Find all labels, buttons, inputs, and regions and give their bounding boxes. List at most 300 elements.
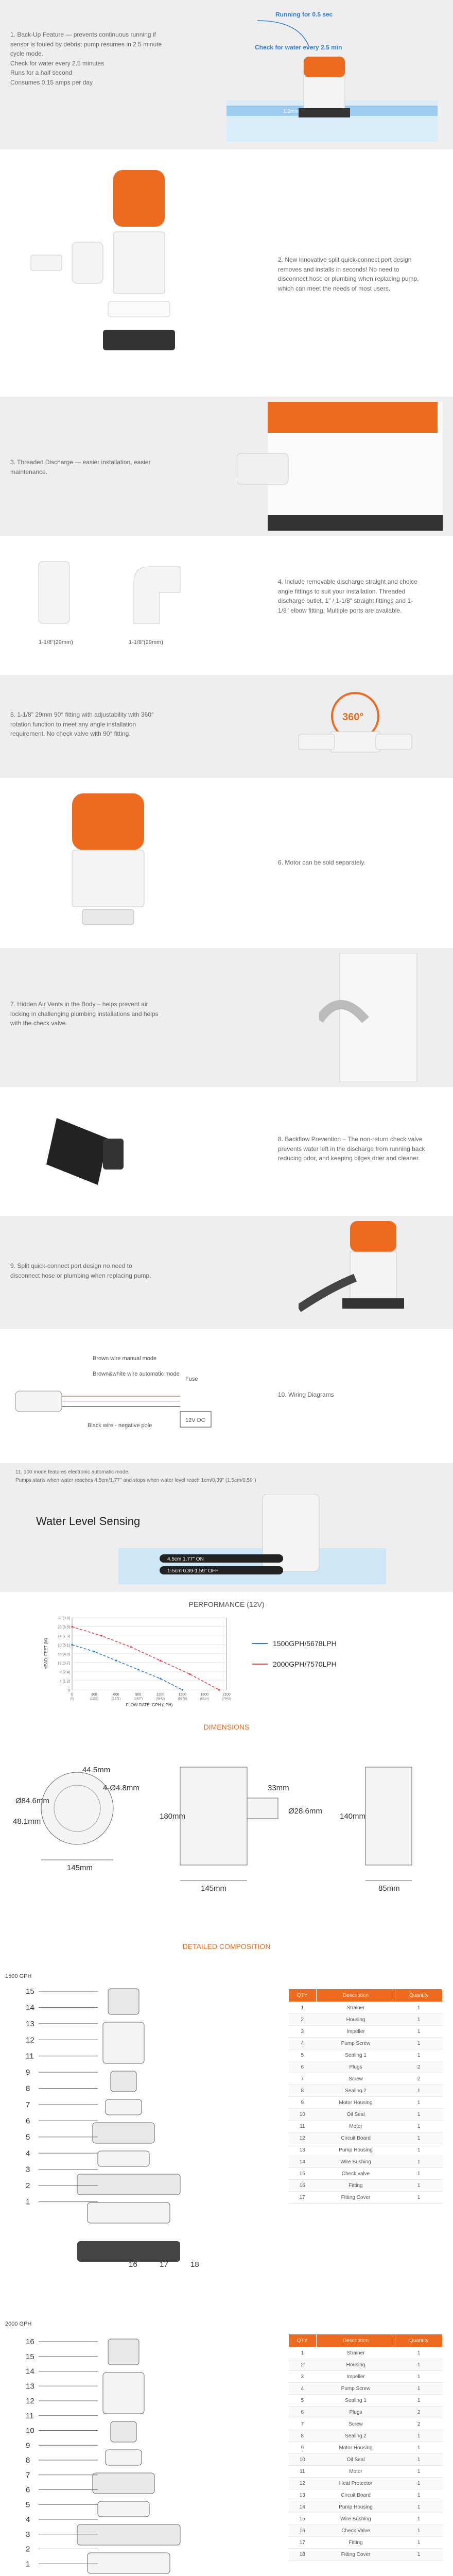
table-row — [289, 2121, 443, 2132]
table-cell: 2 — [289, 2359, 317, 2371]
table-cell: 1 — [395, 2489, 443, 2501]
table-cell: 1 — [395, 2549, 443, 2561]
callout-number: 3 — [26, 2530, 30, 2539]
series-point-1 — [218, 1689, 220, 1691]
brownwhite-label: Brown&white wire automatic mode — [93, 1371, 180, 1377]
feature-caption-5: 5. 1-1/8" 29mm 90° fitting with adjustability with 360° rotation function to meet any angle installation requirement. No check valve with 90° fitting. — [10, 711, 154, 738]
table-cell: 2 — [395, 2418, 443, 2430]
pump-cap — [350, 1221, 396, 1252]
table-cell: Plugs — [316, 2061, 395, 2073]
side-outlet — [247, 1798, 278, 1819]
callout-number: 14 — [26, 2003, 34, 2012]
exploded-part — [88, 2553, 170, 2573]
table-cell: 1 — [395, 2156, 443, 2168]
table-cell: Impeller — [316, 2371, 395, 2383]
table-cell: Circuit Board — [316, 2489, 395, 2501]
table-row — [289, 2038, 443, 2049]
table-cell: Wire Bushing — [316, 2156, 395, 2168]
dim-d11: 85mm — [378, 1884, 400, 1893]
model-1500-label: 1500 GPH — [5, 1973, 32, 1979]
threaded-discharge-illustration — [237, 402, 448, 531]
table-cell: 1 — [395, 2014, 443, 2026]
fitting-label-1: 1-1/8"(29mm) — [39, 639, 73, 646]
table-cell: 1 — [395, 2430, 443, 2442]
table-row — [289, 2168, 443, 2180]
y-tick-label: 4 (1.2) — [59, 1680, 70, 1684]
t-fitting — [329, 732, 381, 752]
dim-d4: 48.1mm — [13, 1817, 41, 1826]
table-cell: Plugs — [316, 2406, 395, 2418]
table-cell: Fitting Cover — [316, 2192, 395, 2204]
exploded-part — [103, 2022, 144, 2063]
feature-caption-10: 10. Wiring Diagrams — [278, 1391, 334, 1398]
feature-panel-8 — [0, 1092, 453, 1211]
x-tick-sublabel: (6814) — [200, 1698, 209, 1701]
fitting — [31, 255, 62, 270]
table-cell: Motor — [316, 2466, 395, 2478]
composition-title: DETAILED COMPOSITION — [182, 1942, 271, 1951]
x-tick-sublabel: (7949) — [222, 1698, 231, 1701]
table-cell: 1 — [395, 2371, 443, 2383]
parts-table-2000 — [288, 2334, 443, 2561]
table-cell: 18 — [289, 2549, 317, 2561]
table-cell: 8 — [289, 2085, 317, 2097]
table-cell: 12 — [289, 2478, 317, 2489]
exploded-part — [77, 2524, 180, 2545]
table-cell: 11 — [289, 2121, 317, 2132]
table-cell: Pump Screw — [316, 2383, 395, 2395]
table-cell: 1 — [289, 2347, 317, 2359]
table-cell: 11 — [289, 2466, 317, 2478]
callout-number: 16 — [129, 2260, 137, 2269]
feature-caption-7: 7. Hidden Air Vents in the Body – helps prevent air locking in challenging plumbing installations and helps with the check valve. — [10, 1001, 159, 1027]
table-cell: 1 — [395, 2085, 443, 2097]
off-label: 1-5cm 0.39-1.59" OFF — [167, 1568, 219, 1574]
split-port — [72, 242, 103, 283]
black-label: Black wire - negative pole — [88, 1422, 152, 1429]
table-row — [289, 2383, 443, 2395]
series-point-1 — [160, 1659, 162, 1662]
table-cell: 17 — [289, 2537, 317, 2549]
table-cell: 1 — [395, 2002, 443, 2014]
dim-d5: 145mm — [67, 1863, 93, 1872]
split-port-pump-illustration — [299, 1221, 443, 1324]
table-cell: 6 — [289, 2061, 317, 2073]
table-cell: 1 — [395, 2038, 443, 2049]
x-tick-label: 1800 — [200, 1693, 208, 1697]
table-row — [289, 2418, 443, 2430]
table-cell: Motor — [316, 2121, 395, 2132]
table-row — [289, 2395, 443, 2406]
series-line-1 — [72, 1627, 219, 1690]
table-row — [289, 2180, 443, 2192]
table-cell: 9 — [289, 2442, 317, 2454]
callout-number: 12 — [26, 2397, 34, 2405]
table-cell: 9 — [289, 2097, 317, 2109]
table-cell: 5 — [289, 2049, 317, 2061]
table-cell: 16 — [289, 2525, 317, 2537]
col-desc: Description — [316, 2334, 395, 2347]
callout-number: 7 — [26, 2100, 30, 2109]
x-tick-sublabel: (0) — [70, 1698, 74, 1701]
table-cell: Strainer — [316, 2347, 395, 2359]
feature-caption-6: 6. Motor can be sold separately. — [278, 859, 365, 866]
arrow-icon — [257, 21, 309, 46]
callout-number: 6 — [26, 2116, 30, 2126]
on-label: 4.5cm 1.77" ON — [167, 1556, 204, 1562]
pump-cap — [304, 57, 345, 77]
x-tick-label: 2100 — [222, 1693, 231, 1697]
table-cell: 1 — [395, 2132, 443, 2144]
table-cell: 1 — [395, 2395, 443, 2406]
table-row — [289, 2466, 443, 2478]
table-cell: Fitting — [316, 2537, 395, 2549]
check-text: Check for water every 2.5 min — [255, 44, 342, 51]
table-cell: Screw — [316, 2073, 395, 2085]
table-row — [289, 2049, 443, 2061]
table-cell: 15 — [289, 2168, 317, 2180]
feature-caption-1: 1. Back-Up Feature — prevents continuous running if sensor is fouled by debris; pump resumes in 2.5 minute cycle mode. Check for water every 2.5 minutes Runs for a half second Consumes 0.15 amps per day — [10, 31, 162, 86]
table-cell: Fitting — [316, 2180, 395, 2192]
callout-number: 6 — [26, 2485, 30, 2495]
series-point-0 — [93, 1651, 95, 1653]
dim-d6: 33mm — [268, 1784, 289, 1792]
brown-label: Brown wire manual mode — [93, 1355, 157, 1362]
y-tick-label: 16 (4.9) — [57, 1653, 70, 1656]
pump-body — [340, 953, 417, 1082]
motor-illustration — [41, 793, 175, 933]
front-view — [365, 1767, 412, 1865]
table-row — [289, 2537, 443, 2549]
table-row — [289, 2489, 443, 2501]
y-tick-label: 20 (6.1) — [57, 1643, 70, 1648]
sensing-panel — [0, 1463, 453, 1592]
feature-caption-8: 8. Backflow Prevention – The non-return check valve prevents water left in the discharge from running back reducing odor, and keeping bilges drier and cleaner. — [278, 1136, 425, 1162]
x-tick-label: 1200 — [156, 1693, 165, 1697]
dim-d7: Ø28.6mm — [288, 1807, 322, 1816]
table-cell: Oil Seal — [316, 2454, 395, 2466]
callout-number: 1 — [26, 2560, 30, 2569]
table-row — [289, 2061, 443, 2073]
feature-panel-9 — [0, 1216, 453, 1329]
parts-table-1500 — [288, 1989, 443, 2204]
x-tick-label: 900 — [135, 1693, 142, 1697]
table-cell: 12 — [289, 2132, 317, 2144]
housing-ring — [108, 301, 170, 317]
table-cell: 1 — [395, 2097, 443, 2109]
callout-number: 4 — [26, 2149, 30, 2158]
table-cell: 13 — [289, 2489, 317, 2501]
table-cell: Housing — [316, 2014, 395, 2026]
pump-base — [268, 515, 443, 531]
series-point-1 — [71, 1626, 73, 1628]
motor-housing — [72, 850, 144, 907]
legend-label-1: 2000GPH/7570LPH — [273, 1660, 337, 1668]
table-cell: Pump Housing — [316, 2144, 395, 2156]
table-cell: Wire Bushing — [316, 2513, 395, 2525]
col-desc: Description — [316, 1989, 395, 2002]
air-vent-illustration — [319, 953, 443, 1082]
x-tick-label: 0 — [71, 1693, 73, 1697]
series-point-1 — [100, 1635, 102, 1637]
water-tag: 1.5min — [283, 109, 299, 114]
table-row — [289, 2073, 443, 2085]
callout-number: 9 — [26, 2068, 30, 2077]
table-row — [289, 2085, 443, 2097]
callout-number: 15 — [26, 1987, 34, 1996]
series-point-0 — [71, 1644, 73, 1646]
callout-number: 11 — [26, 2411, 34, 2420]
callout-number: 15 — [26, 2352, 34, 2361]
table-cell: 2 — [395, 2406, 443, 2418]
table-row — [289, 2430, 443, 2442]
exploded-part — [108, 2339, 139, 2365]
table-row — [289, 2347, 443, 2359]
feature-panel-4 — [0, 541, 453, 670]
table-cell: 1 — [395, 2347, 443, 2359]
dim-d1: Ø84.6mm — [15, 1797, 49, 1805]
dim-d2: 44.5mm — [82, 1766, 111, 1774]
feature-caption-9: 9. Split quick-connect port design no need to disconnect hose or plumbing when replacing pump. — [10, 1262, 151, 1279]
y-axis-label: HEAD: FEET (M) — [44, 1638, 48, 1670]
exploded-part — [93, 2123, 154, 2143]
callout-number: 13 — [26, 2382, 34, 2391]
table-cell: 8 — [289, 2430, 317, 2442]
feature-panel-7 — [0, 948, 453, 1087]
table-cell: 2 — [395, 2073, 443, 2085]
callout-number: 17 — [160, 2260, 168, 2269]
table-row — [289, 2156, 443, 2168]
dim-d9: 145mm — [201, 1884, 227, 1893]
callout-number: 2 — [26, 2545, 30, 2554]
table-cell: Sealing 1 — [316, 2395, 395, 2406]
feature-panel-2 — [0, 155, 453, 392]
table-cell: 1 — [395, 2501, 443, 2513]
series-point-1 — [130, 1646, 132, 1648]
callout-number: 3 — [26, 2165, 30, 2174]
table-row — [289, 2002, 443, 2014]
table-cell: 1 — [395, 2026, 443, 2038]
motor-cap — [113, 170, 165, 227]
fitting-right — [376, 734, 412, 750]
dim-d10: 140mm — [340, 1812, 366, 1821]
x-tick-label: 1500 — [178, 1693, 187, 1697]
table-cell: 5 — [289, 2395, 317, 2406]
table-cell: 1 — [395, 2121, 443, 2132]
table-cell: Fitting Cover — [316, 2549, 395, 2561]
callout-number: 2 — [26, 2181, 30, 2191]
table-cell: 1 — [395, 2359, 443, 2371]
table-row — [289, 2109, 443, 2121]
table-cell: 1 — [395, 2525, 443, 2537]
y-tick-label: 32 (9.8) — [57, 1617, 70, 1620]
series-point-0 — [160, 1677, 162, 1680]
pump-body — [350, 1252, 396, 1298]
feature-caption-4: 4. Include removable discharge straight and choice angle fittings to suit your installation. Threaded discharge outlet. 1" / 1-1/8" straight fittings and 1- 1/8" elbow fitting. Multiple ports are available. — [278, 578, 417, 614]
table-cell: 17 — [289, 2192, 317, 2204]
table-cell: Check Valve — [316, 2525, 395, 2537]
dimensions-drawing — [10, 1741, 443, 1922]
rotate-label: 360° — [342, 711, 364, 723]
callout-number: 8 — [26, 2084, 30, 2093]
table-cell: Screw — [316, 2418, 395, 2430]
strainer — [103, 330, 175, 350]
base-outline — [41, 1772, 113, 1844]
exploded-part — [111, 2421, 136, 2442]
table-row — [289, 2371, 443, 2383]
callout-number: 9 — [26, 2441, 30, 2450]
callout-number: 1 — [26, 2197, 30, 2207]
table-cell: 1 — [395, 2454, 443, 2466]
table-row — [289, 2501, 443, 2513]
table-row — [289, 2144, 443, 2156]
table-cell: 1 — [395, 2168, 443, 2180]
table-cell: 7 — [289, 2418, 317, 2430]
series-point-1 — [189, 1673, 191, 1675]
callout-number: 5 — [26, 2132, 30, 2142]
table-row — [289, 2132, 443, 2144]
table-cell: 4 — [289, 2383, 317, 2395]
table-cell: 10 — [289, 2454, 317, 2466]
feature-panel-5 — [0, 675, 453, 778]
table-cell: Motor Housing — [316, 2442, 395, 2454]
series-point-0 — [137, 1669, 140, 1671]
table-cell: Check valve — [316, 2168, 395, 2180]
model-2000-label: 2000 GPH — [5, 2321, 32, 2327]
fitting-label-2: 1-1/8"(29mm) — [129, 639, 163, 646]
table-cell: 1 — [395, 2513, 443, 2525]
table-row — [289, 2513, 443, 2525]
table-row — [289, 2026, 443, 2038]
table-cell: Circuit Board — [316, 2132, 395, 2144]
table-cell: 1 — [395, 2466, 443, 2478]
y-tick-label: 12 (3.7) — [57, 1662, 70, 1666]
table-cell: 2 — [395, 2061, 443, 2073]
table-row — [289, 2406, 443, 2418]
table-row — [289, 2478, 443, 2489]
split-port-illustration — [10, 165, 226, 381]
col-qty: QTY — [289, 1989, 317, 2002]
table-cell: 1 — [395, 2192, 443, 2204]
exploded-part — [93, 2473, 154, 2494]
dimensions-section — [0, 1721, 453, 1937]
chart-title: PERFORMANCE (12V) — [188, 1600, 265, 1608]
table-cell: 1 — [395, 2144, 443, 2156]
straight-fitting — [39, 562, 69, 623]
table-cell: 1 — [395, 2478, 443, 2489]
x-tick-sublabel: (4542) — [155, 1698, 165, 1701]
table-cell: 14 — [289, 2156, 317, 2168]
y-tick-label: 8 (2.4) — [59, 1671, 70, 1674]
col-qty: QTY — [289, 2334, 317, 2347]
callout-number: 12 — [26, 2036, 34, 2045]
running-text: Running for 0.5 sec — [275, 11, 333, 18]
exploded-part — [98, 2501, 149, 2517]
x-tick-label: 300 — [91, 1693, 97, 1697]
exploded-part — [77, 2174, 180, 2195]
series-point-0 — [115, 1659, 117, 1662]
table-cell: 1 — [395, 2180, 443, 2192]
sensing-note: 11. 100 mode features electronic automatic mode. Pumps starts when water reaches 4.5cm/1.77" and stops when water level reach 1cm/0.39" (1.5cm/0.59") — [15, 1469, 256, 1483]
pump-base — [299, 108, 350, 117]
dim-d8: 180mm — [160, 1812, 186, 1821]
callout-number: 11 — [26, 2052, 34, 2061]
exploded-view-1500 — [21, 1984, 226, 2272]
table-cell: 7 — [289, 2073, 317, 2085]
table-cell: 1 — [289, 2002, 317, 2014]
callout-number: 18 — [190, 2260, 199, 2269]
table-cell: 6 — [289, 2406, 317, 2418]
table-cell: Oil Seal — [316, 2109, 395, 2121]
table-row — [289, 2014, 443, 2026]
dimensions-title: DIMENSIONS — [203, 1723, 250, 1731]
exploded-part — [111, 2071, 136, 2092]
y-tick-label: 24 (7.3) — [57, 1635, 70, 1638]
exploded-part — [106, 2099, 142, 2115]
table-cell: 1 — [395, 2442, 443, 2454]
callout-number: 8 — [26, 2456, 30, 2465]
table-cell: 1 — [395, 2109, 443, 2121]
series-line-0 — [72, 1645, 182, 1690]
callout-number: 13 — [26, 2019, 34, 2028]
running-illustration — [226, 5, 443, 144]
table-cell: Motor Housing — [316, 2097, 395, 2109]
feature-panel-3 — [0, 397, 453, 536]
table-cell: Sealing 2 — [316, 2430, 395, 2442]
exploded-part — [108, 1989, 139, 2014]
table-cell: 1 — [395, 2049, 443, 2061]
x-tick-sublabel: (2271) — [112, 1698, 121, 1701]
pump-base — [342, 1298, 404, 1309]
sensing-illustration — [118, 1494, 386, 1587]
col-quantity: Quantity — [395, 2334, 443, 2347]
table-row — [289, 2525, 443, 2537]
wiring-pump — [15, 1391, 62, 1412]
x-tick-sublabel: (3407) — [133, 1698, 143, 1701]
fitting-left — [299, 734, 335, 750]
motor-housing — [113, 232, 165, 294]
rotation-illustration — [278, 680, 432, 773]
y-tick-label: 28 (8.5) — [57, 1625, 70, 1630]
x-axis-label: FLOW RATE: GPH (LPH) — [126, 1703, 173, 1707]
check-valve-illustration — [36, 1108, 139, 1195]
pump-cap — [268, 402, 438, 433]
table-cell: 14 — [289, 2501, 317, 2513]
table-cell: 2 — [289, 2014, 317, 2026]
fittings-illustration — [10, 551, 226, 665]
table-cell: 16 — [289, 2180, 317, 2192]
table-cell: 15 — [289, 2513, 317, 2525]
exploded-part — [88, 2202, 170, 2223]
table-row — [289, 2359, 443, 2371]
exploded-part — [98, 2151, 149, 2166]
y-tick-label: 0 — [68, 1689, 70, 1692]
table-cell: Strainer — [316, 2002, 395, 2014]
table-cell: 10 — [289, 2109, 317, 2121]
legend-label-0: 1500GPH/5678LPH — [273, 1639, 337, 1648]
composition-section — [0, 1942, 453, 2576]
table-cell: Heat Protector — [316, 2478, 395, 2489]
series-point-0 — [181, 1689, 183, 1691]
feature-caption-3: 3. Threaded Discharge — easier installation, easier maintenance. — [10, 459, 151, 476]
table-row — [289, 2442, 443, 2454]
exploded-strainer — [77, 2241, 180, 2262]
sensing-title: Water Level Sensing — [36, 1515, 141, 1528]
table-cell: 4 — [289, 2038, 317, 2049]
performance-chart — [41, 1613, 432, 1716]
side-view — [180, 1767, 247, 1865]
x-tick-sublabel: (1136) — [90, 1698, 99, 1701]
